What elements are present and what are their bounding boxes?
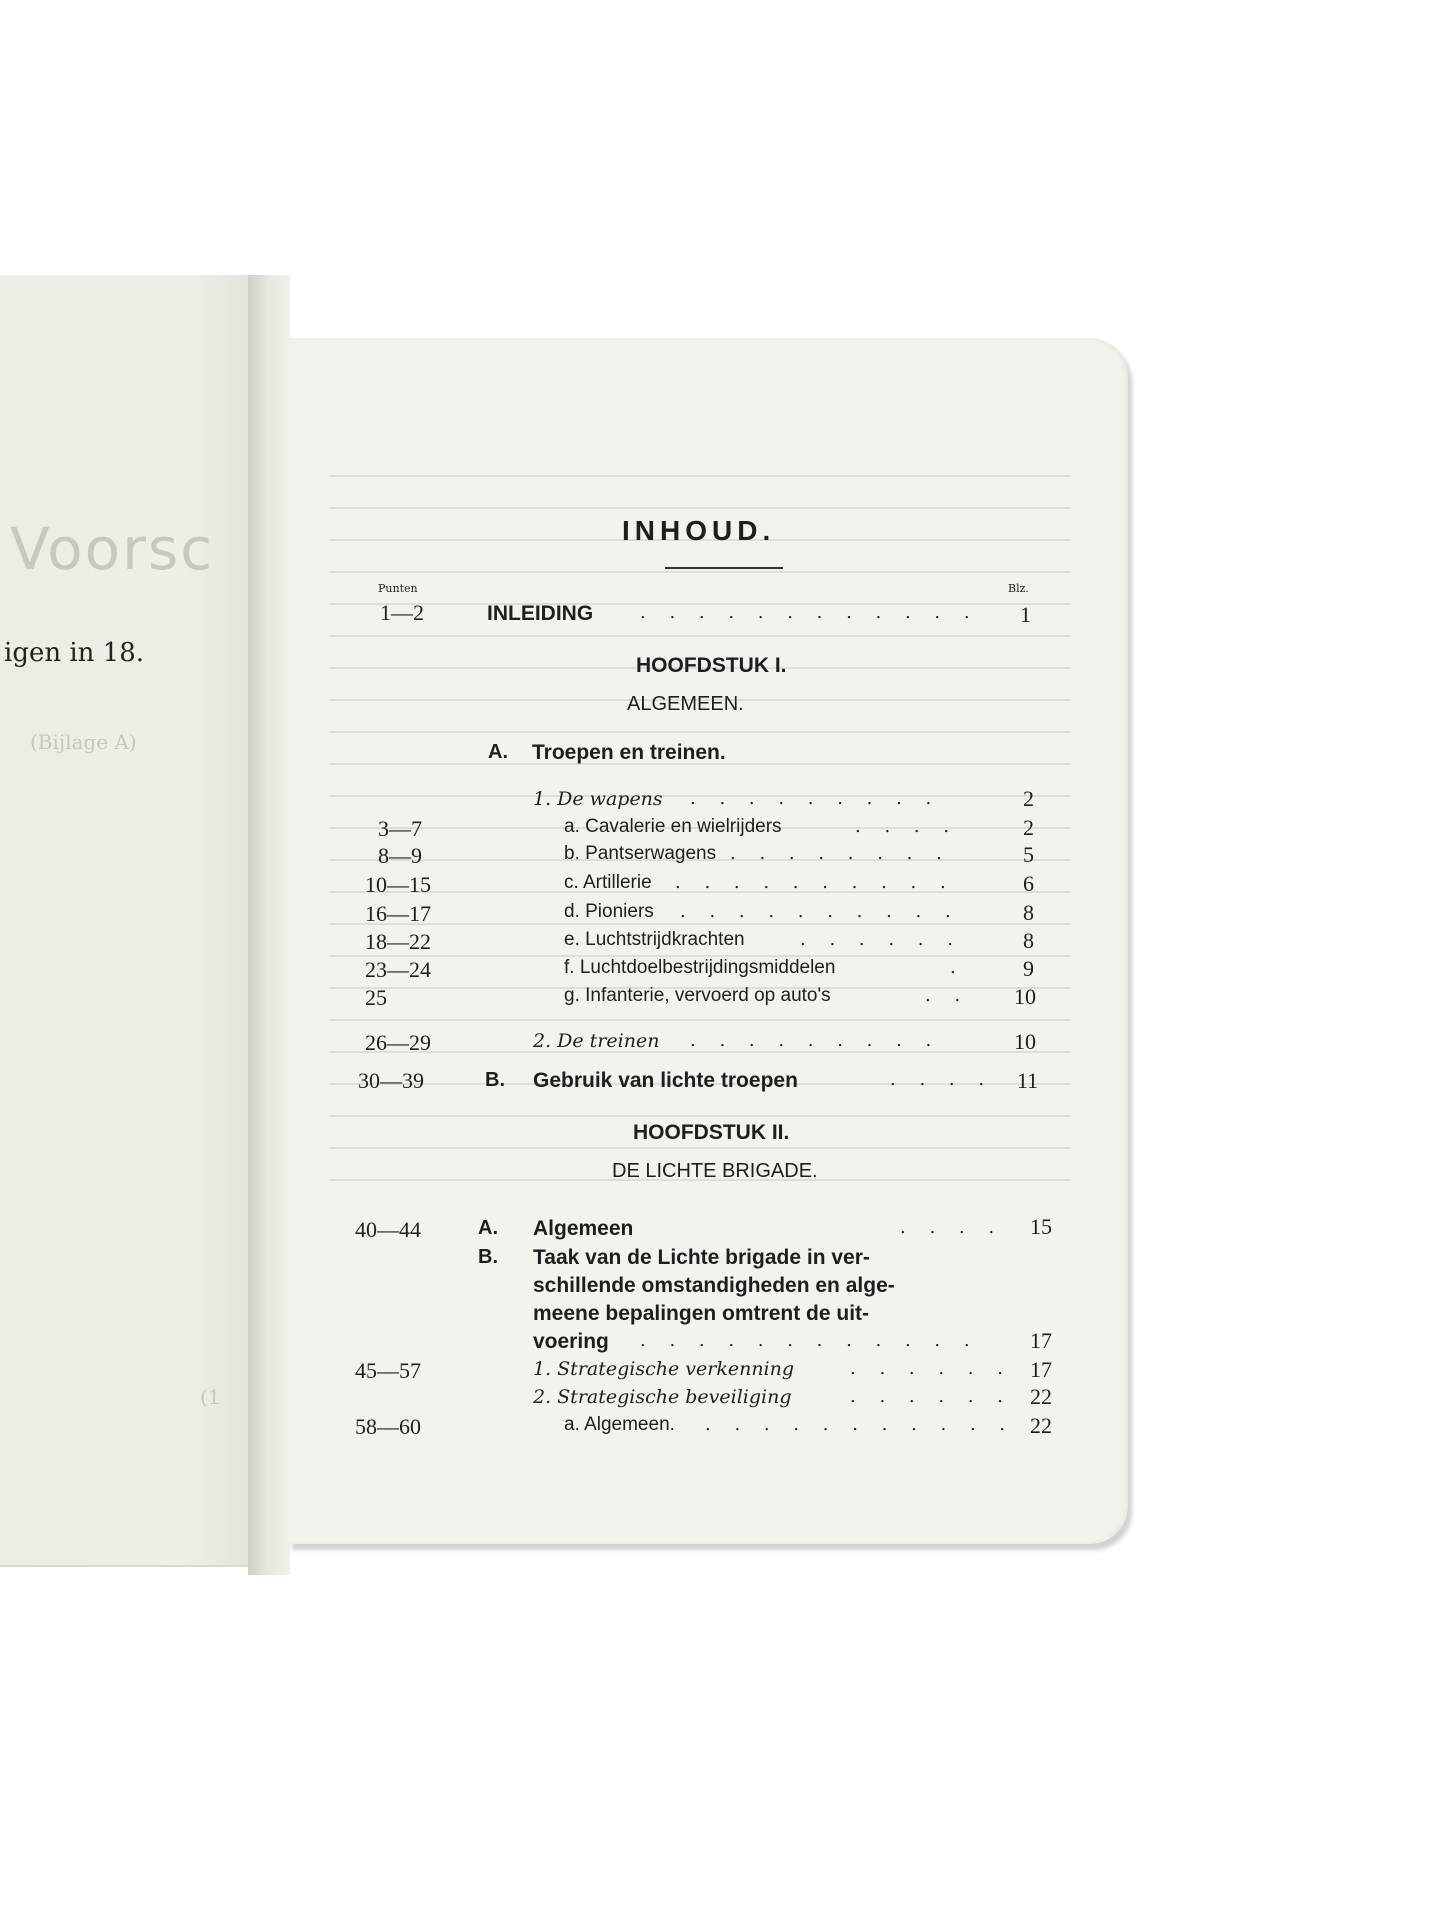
leader-dots: . . . . . . . . . . xyxy=(675,872,955,893)
entry-pantserwagens: b. Pantserwagens xyxy=(564,843,717,864)
left-page-ghost-heading: Voorsc xyxy=(10,515,215,583)
left-page xyxy=(0,275,258,1567)
page-verkenning: 17 xyxy=(1030,1357,1052,1382)
section-b-title: Gebruik van lichte troepen xyxy=(533,1069,798,1092)
page-taak: 17 xyxy=(1030,1328,1052,1353)
page-luchtstrijdkrachten: 8 xyxy=(1023,928,1034,953)
entry-pioniers: d. Pioniers xyxy=(564,901,654,922)
page-beveiliging: 22 xyxy=(1030,1384,1052,1409)
page-infanterie: 10 xyxy=(1014,984,1036,1009)
leader-dots: . xyxy=(950,957,956,978)
leader-dots: . . . . xyxy=(855,816,959,837)
section-a-title: Troepen en treinen. xyxy=(532,741,726,764)
entry-verkenning: 1. Strategische verkenning xyxy=(533,1358,795,1380)
chapter-2-subtitle: DE LICHTE BRIGADE. xyxy=(612,1160,818,1182)
punten-pioniers: 16—17 xyxy=(365,901,431,926)
leader-dots: . . . . . . xyxy=(850,1386,1012,1407)
entry-luchtdoel: f. Luchtdoelbestrijdingsmiddelen xyxy=(564,957,836,978)
leader-dots: . . . . . . xyxy=(800,929,962,950)
chapter-1-subtitle: ALGEMEEN. xyxy=(627,693,744,715)
leader-dots: . . . . . . . . . xyxy=(690,1030,941,1051)
section-a2-prefix: A. xyxy=(478,1217,498,1239)
punten-pantserwagens: 8—9 xyxy=(378,843,422,868)
leader-dots: . . . . . . xyxy=(850,1358,1012,1379)
book-gutter xyxy=(248,275,290,1575)
column-header-punten: Punten xyxy=(378,582,418,595)
section-a2-title: Algemeen xyxy=(533,1217,634,1240)
leader-dots: . . . . . . . . . . . . xyxy=(640,602,979,623)
title-rule xyxy=(665,567,783,569)
punten-algemeen: 40—44 xyxy=(355,1217,421,1242)
section-b2-prefix: B. xyxy=(478,1246,498,1268)
column-header-blz: Blz. xyxy=(1008,582,1029,595)
punten-cavalerie: 3—7 xyxy=(378,816,422,841)
chapter-1-title: HOOFDSTUK I. xyxy=(636,654,787,677)
section-b2-line-2: schillende omstandigheden en alge- xyxy=(533,1274,895,1297)
entry-luchtstrijdkrachten: e. Luchtstrijdkrachten xyxy=(564,929,745,950)
page-algemeen-a: 22 xyxy=(1030,1413,1052,1438)
leader-dots: . . . . . . . . . . . xyxy=(705,1414,1015,1435)
section-b2-line-4: voering xyxy=(533,1330,609,1353)
leader-dots: . . . . xyxy=(900,1217,1004,1238)
page-cavalerie: 2 xyxy=(1023,815,1034,840)
section-a-prefix: A. xyxy=(488,741,508,763)
punten-verkenning: 45—57 xyxy=(355,1358,421,1383)
entry-infanterie: g. Infanterie, vervoerd op auto's xyxy=(564,985,831,1006)
left-page-ghost-fragment-2: (1 xyxy=(200,1385,221,1409)
punten-luchtstrijdkrachten: 18—22 xyxy=(365,929,431,954)
punten-gebruik: 30—39 xyxy=(358,1068,424,1093)
entry-cavalerie: a. Cavalerie en wielrijders xyxy=(564,816,782,837)
entry-beveiliging: 2. Strategische beveiliging xyxy=(533,1386,792,1408)
page-inleiding: 1 xyxy=(1020,602,1031,627)
page-de-wapens: 2 xyxy=(1023,786,1034,811)
punten-infanterie: 25 xyxy=(365,985,387,1010)
entry-de-treinen: 2. De treinen xyxy=(533,1030,660,1052)
punten-algemeen-a: 58—60 xyxy=(355,1414,421,1439)
entry-algemeen-a: a. Algemeen. xyxy=(564,1414,675,1435)
chapter-2-title: HOOFDSTUK II. xyxy=(633,1121,790,1144)
entry-de-wapens: 1. De wapens xyxy=(533,788,663,810)
page-algemeen: 15 xyxy=(1030,1214,1052,1239)
leader-dots: . . xyxy=(925,985,970,1006)
page-gebruik: 11 xyxy=(1017,1068,1039,1093)
section-b2-line-3: meene bepalingen omtrent de uit- xyxy=(533,1302,870,1325)
page-de-treinen: 10 xyxy=(1014,1029,1036,1054)
leader-dots: . . . . . . . . xyxy=(730,843,951,864)
section-b2-line-1: Taak van de Lichte brigade in ver- xyxy=(533,1246,870,1269)
punten-treinen: 26—29 xyxy=(365,1030,431,1055)
entry-artillerie: c. Artillerie xyxy=(564,872,652,893)
left-page-ghost-fragment: (Bijlage A) xyxy=(30,730,137,754)
page-artillerie: 6 xyxy=(1023,871,1034,896)
page-luchtdoel: 9 xyxy=(1023,956,1034,981)
leader-dots: . . . . xyxy=(890,1069,994,1090)
page-title: INHOUD. xyxy=(622,515,776,546)
punten-inleiding: 1—2 xyxy=(380,600,424,625)
entry-inleiding: INLEIDING xyxy=(487,602,594,625)
page-pioniers: 8 xyxy=(1023,900,1034,925)
page-pantserwagens: 5 xyxy=(1023,842,1034,867)
punten-luchtdoel: 23—24 xyxy=(365,957,431,982)
punten-artillerie: 10—15 xyxy=(365,872,431,897)
leader-dots: . . . . . . . . . . . . xyxy=(640,1330,979,1351)
leader-dots: . . . . . . . . . xyxy=(690,788,941,809)
section-b-prefix: B. xyxy=(485,1069,505,1091)
left-page-text-fragment: igen in 18. xyxy=(4,638,145,668)
leader-dots: . . . . . . . . . . xyxy=(680,901,960,922)
